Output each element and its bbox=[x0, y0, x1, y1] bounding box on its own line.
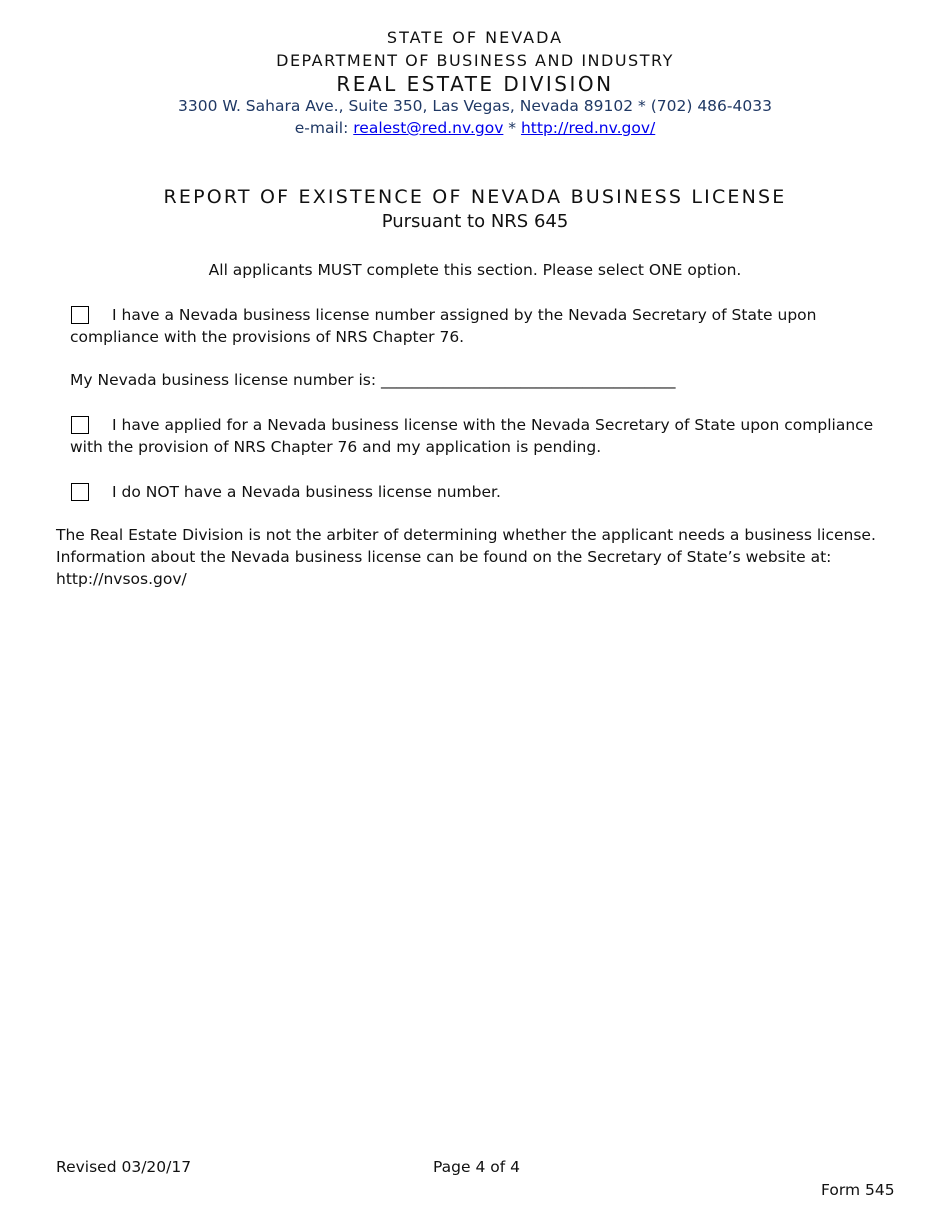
agency-state: STATE OF NEVADA bbox=[386, 28, 564, 47]
form-instruction: All applicants MUST complete this section. Please select ONE option. bbox=[208, 261, 742, 279]
option-have-license-checkbox[interactable] bbox=[71, 306, 89, 324]
option-have-license bbox=[70, 304, 885, 348]
option-no-license bbox=[70, 481, 885, 503]
license-number-field[interactable]: My Nevada business license number is: ______________________________________ bbox=[70, 371, 676, 389]
option-no-license-text: I do NOT have a Nevada business license number. bbox=[112, 483, 501, 501]
agency-address: 3300 W. Sahara Ave., Suite 350, Las Vegas, Nevada 89102 * (702) 486-4033 bbox=[178, 97, 772, 115]
option-applied-license-checkbox[interactable] bbox=[71, 416, 89, 434]
form-title: REPORT OF EXISTENCE OF NEVADA BUSINESS LICENSE bbox=[163, 186, 787, 208]
disclaimer-note bbox=[56, 524, 906, 590]
contact-line bbox=[0, 119, 950, 137]
note-line-1: The Real Estate Division is not the arbiter of determining whether the applicant needs a business license. bbox=[56, 526, 876, 544]
email-link[interactable]: realest@red.nv.gov bbox=[353, 119, 504, 137]
contact-separator: * bbox=[503, 119, 521, 137]
option-applied-license-text: I have applied for a Nevada business license with the Nevada Secretary of State upon compliance with the provision of NRS Chapter 76 and my application is pending. bbox=[70, 416, 874, 456]
page-number: Page 4 of 4 bbox=[433, 1158, 520, 1176]
revised-date: Revised 03/20/17 bbox=[56, 1158, 192, 1176]
form-subtitle: Pursuant to NRS 645 bbox=[381, 211, 569, 232]
website-link[interactable]: http://red.nv.gov/ bbox=[520, 119, 656, 137]
form-number: Form 545 bbox=[821, 1181, 895, 1199]
agency-division: REAL ESTATE DIVISION bbox=[336, 72, 614, 96]
note-line-2: Information about the Nevada business license can be found on the Secretary of State’s website at: bbox=[56, 548, 832, 566]
option-applied-license bbox=[70, 414, 885, 458]
note-line-3: http://nvsos.gov/ bbox=[56, 570, 187, 588]
agency-department: DEPARTMENT OF BUSINESS AND INDUSTRY bbox=[276, 51, 674, 70]
option-have-license-text: I have a Nevada business license number assigned by the Nevada Secretary of State upon compliance with the provisions of NRS Chapter 76. bbox=[70, 306, 817, 346]
option-no-license-checkbox[interactable] bbox=[71, 483, 89, 501]
email-prefix: e-mail: bbox=[294, 119, 354, 137]
